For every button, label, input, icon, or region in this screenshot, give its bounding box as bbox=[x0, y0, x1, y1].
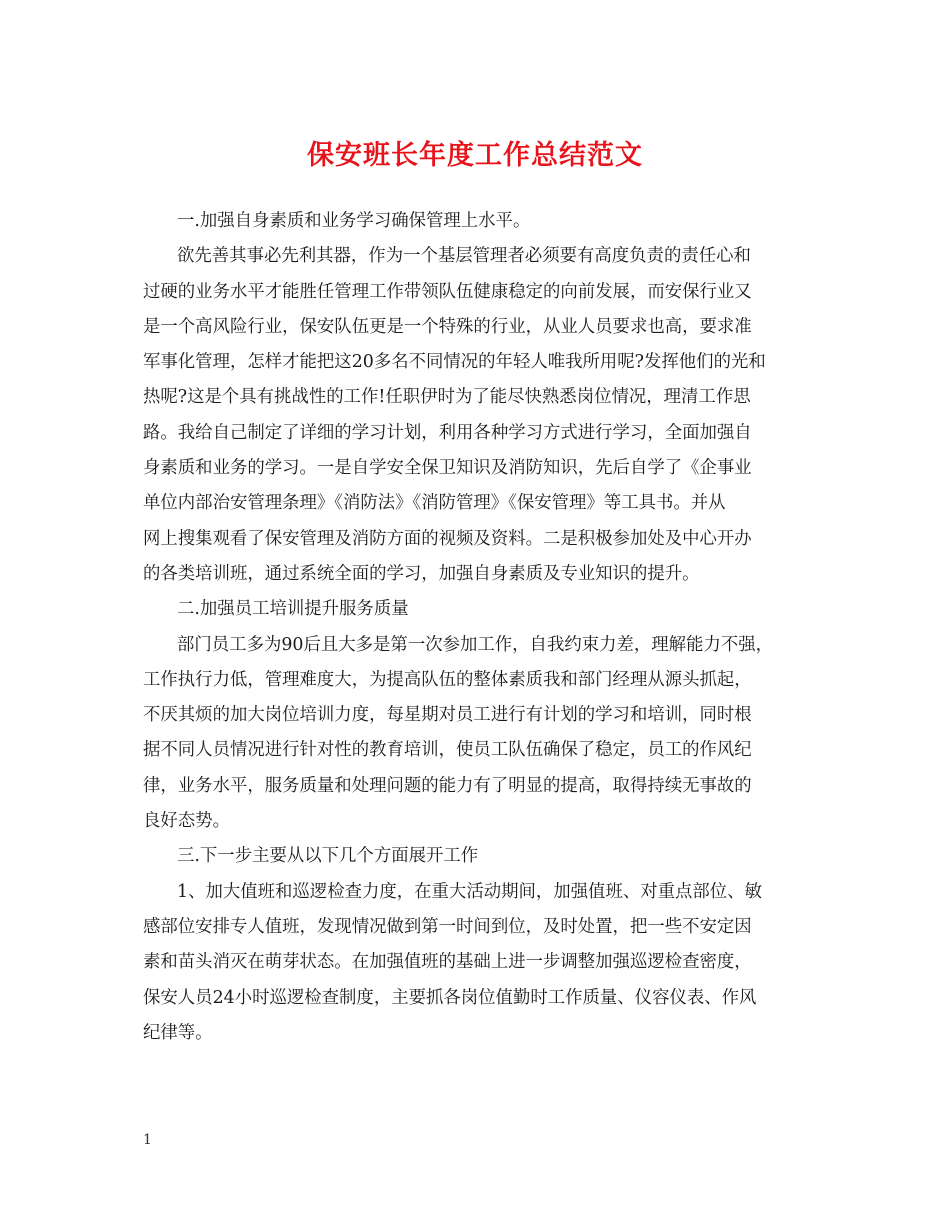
document-body bbox=[143, 204, 811, 1051]
text-line: 不厌其烦的加大岗位培训力度，每星期对员工进行有计划的学习和培训，同时根 bbox=[143, 705, 752, 726]
text-line: 1、加大值班和巡逻检查力度，在重大活动期间，加强值班、对重点部位、敏 bbox=[177, 881, 762, 902]
text-line: 纪律等。 bbox=[143, 1022, 213, 1043]
text-line: 据不同人员情况进行针对性的教育培训，使员工队伍确保了稳定，员工的作风纪 bbox=[143, 740, 752, 761]
text-line: 热呢?这是个具有挑战性的工作!任职伊时为了能尽快熟悉岗位情况，理清工作思 bbox=[143, 387, 751, 408]
text-line: 过硬的业务水平才能胜任管理工作带领队伍健康稳定的向前发展，而安保行业又 bbox=[143, 281, 752, 302]
text-line: 军事化管理，怎样才能把这20多名不同情况的年轻人唯我所用呢?发挥他们的光和 bbox=[143, 352, 766, 373]
text-line: 三.下一步主要从以下几个方面展开工作 bbox=[177, 846, 479, 867]
text-line: 部门员工多为90后且大多是第一次参加工作，自我约束力差，理解能力不强， bbox=[177, 634, 774, 655]
text-line: 路。我给自己制定了详细的学习计划，利用各种学习方式进行学习，全面加强自 bbox=[143, 422, 752, 443]
document-title: 保安班长年度工作总结范文 bbox=[307, 140, 643, 171]
text-line: 保安人员24小时巡逻检查制度，主要抓各岗位值勤时工作质量、仪容仪表、作风 bbox=[143, 987, 757, 1008]
text-line: 一.加强自身素质和业务学习确保管理上水平。 bbox=[177, 211, 531, 231]
text-line: 欲先善其事必先利其器，作为一个基层管理者必须要有高度负责的责任心和 bbox=[177, 246, 751, 267]
text-line: 二.加强员工培训提升服务质量 bbox=[177, 599, 409, 620]
text-line: 的各类培训班，通过系统全面的学习，加强自身素质及专业知识的提升。 bbox=[143, 563, 700, 584]
text-line: 身素质和业务的学习。一是自学安全保卫知识及消防知识，先后自学了《企事业 bbox=[143, 458, 752, 479]
text-line: 律，业务水平，服务质量和处理问题的能力有了明显的提高，取得持续无事故的 bbox=[143, 775, 752, 796]
text-line: 素和苗头消灭在萌芽状态。在加强值班的基础上进一步调整加强巡逻检查密度， bbox=[143, 952, 752, 973]
text-line: 感部位安排专人值班，发现情况做到第一时间到位，及时处置，把一些不安定因 bbox=[143, 916, 752, 937]
text-line: 良好态势。 bbox=[143, 811, 230, 832]
text-line: 单位内部治安管理条理》《消防法》《消防管理》《保安管理》等工具书。并从 bbox=[143, 493, 726, 514]
text-line: 是一个高风险行业，保安队伍更是一个特殊的行业，从业人员要求也高，要求准 bbox=[143, 316, 752, 337]
page-number: 1 bbox=[143, 1132, 152, 1148]
text-line: 工作执行力低，管理难度大，为提高队伍的整体素质我和部门经理从源头抓起， bbox=[143, 669, 752, 690]
text-line: 网上搜集观看了保安管理及消防方面的视频及资料。二是积极参加处及中心开办 bbox=[143, 528, 752, 549]
